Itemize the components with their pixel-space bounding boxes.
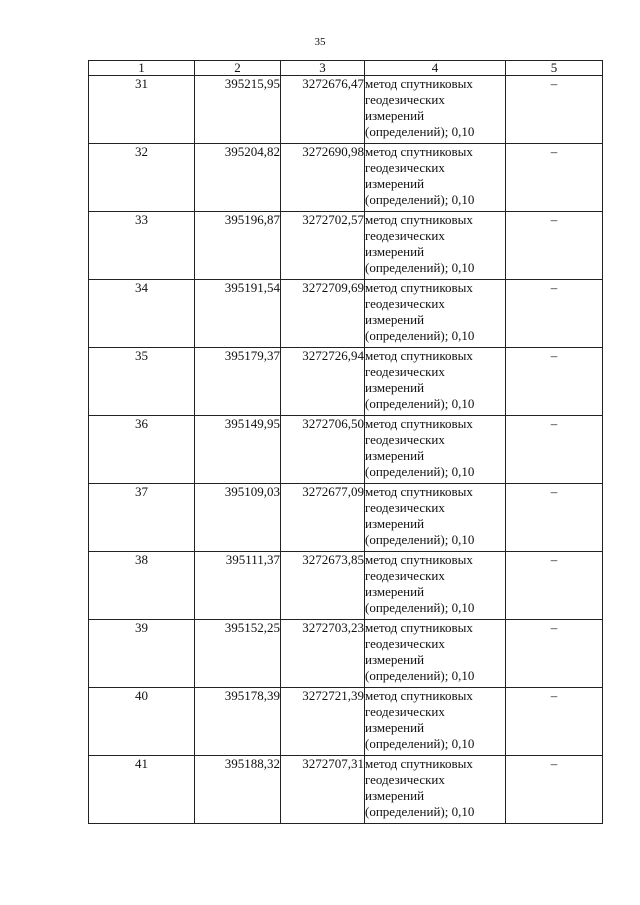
method-text-line: (определений); 0,10 [365,328,475,343]
method-text-line: геодезических [365,432,445,447]
point-number-cell: 39 [89,620,195,688]
method-text-line: геодезических [365,500,445,515]
method-text-line: метод спутниковых [365,484,473,499]
note-cell: – [506,484,603,552]
x-coordinate-cell: 395179,37 [195,348,281,416]
table-row [89,76,603,144]
method-text-line: геодезических [365,92,445,107]
point-number-cell: 40 [89,688,195,756]
x-coordinate-cell: 395149,95 [195,416,281,484]
method-text-line: геодезических [365,228,445,243]
method-text-line: (определений); 0,10 [365,532,475,547]
point-number-cell: 38 [89,552,195,620]
x-coordinate-cell: 395196,87 [195,212,281,280]
table-row [89,552,603,620]
point-number-cell: 35 [89,348,195,416]
method-text-line: измерений [365,652,425,667]
table-body [89,76,603,824]
method-text-line: измерений [365,788,425,803]
method-text-line: измерений [365,176,425,191]
method-text-line: метод спутниковых [365,76,473,91]
method-text-line: (определений); 0,10 [365,804,475,819]
method-text-line: метод спутниковых [365,620,473,635]
y-coordinate-cell: 3272707,31 [281,756,365,824]
method-text-line: измерений [365,108,425,123]
x-coordinate-cell: 395215,95 [195,76,281,144]
method-text-line: (определений); 0,10 [365,192,475,207]
note-cell: – [506,280,603,348]
table-header-row [89,61,603,76]
method-text-line: геодезических [365,704,445,719]
point-number-cell: 41 [89,756,195,824]
table-row [89,212,603,280]
page-number: 35 [314,36,326,48]
method-text-line: (определений); 0,10 [365,600,475,615]
y-coordinate-cell: 3272676,47 [281,76,365,144]
method-text-line: метод спутниковых [365,756,473,771]
note-cell: – [506,688,603,756]
note-cell: – [506,416,603,484]
point-number-cell: 31 [89,76,195,144]
method-text-line: геодезических [365,568,445,583]
y-coordinate-cell: 3272703,23 [281,620,365,688]
y-coordinate-cell: 3272726,94 [281,348,365,416]
method-text-line: измерений [365,380,425,395]
y-coordinate-cell: 3272709,69 [281,280,365,348]
method-text-line: метод спутниковых [365,688,473,703]
method-text-line: измерений [365,312,425,327]
point-number-cell: 34 [89,280,195,348]
table-row [89,756,603,824]
table-row [89,144,603,212]
y-coordinate-cell: 3272702,57 [281,212,365,280]
method-text-line: геодезических [365,364,445,379]
method-accuracy-cell [365,76,506,144]
method-text-line: (определений); 0,10 [365,464,475,479]
point-number-cell: 37 [89,484,195,552]
method-text-line: измерений [365,720,425,735]
y-coordinate-cell: 3272706,50 [281,416,365,484]
method-accuracy-cell [365,144,506,212]
method-text-line: геодезических [365,636,445,651]
method-accuracy-cell [365,212,506,280]
x-coordinate-cell: 395111,37 [195,552,281,620]
method-text-line: (определений); 0,10 [365,260,475,275]
method-text-line: (определений); 0,10 [365,124,475,139]
method-text-line: (определений); 0,10 [365,736,475,751]
method-accuracy-cell [365,280,506,348]
method-accuracy-cell [365,620,506,688]
column-header-3: 3 [281,61,365,76]
method-accuracy-cell [365,348,506,416]
method-accuracy-cell [365,552,506,620]
x-coordinate-cell: 395188,32 [195,756,281,824]
method-accuracy-cell [365,416,506,484]
method-text-line: метод спутниковых [365,280,473,295]
method-text-line: геодезических [365,296,445,311]
note-cell: – [506,76,603,144]
method-text-line: измерений [365,448,425,463]
method-text-line: измерений [365,244,425,259]
method-accuracy-cell [365,688,506,756]
method-text-line: метод спутниковых [365,212,473,227]
column-header-2: 2 [195,61,281,76]
note-cell: – [506,620,603,688]
table-row [89,416,603,484]
method-text-line: (определений); 0,10 [365,668,475,683]
x-coordinate-cell: 395152,25 [195,620,281,688]
note-cell: – [506,144,603,212]
method-text-line: измерений [365,584,425,599]
table-row [89,688,603,756]
note-cell: – [506,212,603,280]
x-coordinate-cell: 395109,03 [195,484,281,552]
point-number-cell: 36 [89,416,195,484]
column-header-1: 1 [89,61,195,76]
x-coordinate-cell: 395191,54 [195,280,281,348]
column-header-4: 4 [365,61,506,76]
y-coordinate-cell: 3272721,39 [281,688,365,756]
note-cell: – [506,348,603,416]
table-row [89,484,603,552]
method-text-line: геодезических [365,772,445,787]
method-text-line: метод спутниковых [365,348,473,363]
method-text-line: (определений); 0,10 [365,396,475,411]
method-accuracy-cell [365,484,506,552]
table-row [89,348,603,416]
point-number-cell: 32 [89,144,195,212]
point-number-cell: 33 [89,212,195,280]
method-text-line: измерений [365,516,425,531]
method-text-line: метод спутниковых [365,552,473,567]
table-row [89,280,603,348]
method-accuracy-cell [365,756,506,824]
note-cell: – [506,756,603,824]
coordinates-table [88,60,603,824]
method-text-line: метод спутниковых [365,144,473,159]
method-text-line: геодезических [365,160,445,175]
y-coordinate-cell: 3272677,09 [281,484,365,552]
y-coordinate-cell: 3272690,98 [281,144,365,212]
note-cell: – [506,552,603,620]
method-text-line: метод спутниковых [365,416,473,431]
table-row [89,620,603,688]
y-coordinate-cell: 3272673,85 [281,552,365,620]
x-coordinate-cell: 395204,82 [195,144,281,212]
column-header-5: 5 [506,61,603,76]
x-coordinate-cell: 395178,39 [195,688,281,756]
